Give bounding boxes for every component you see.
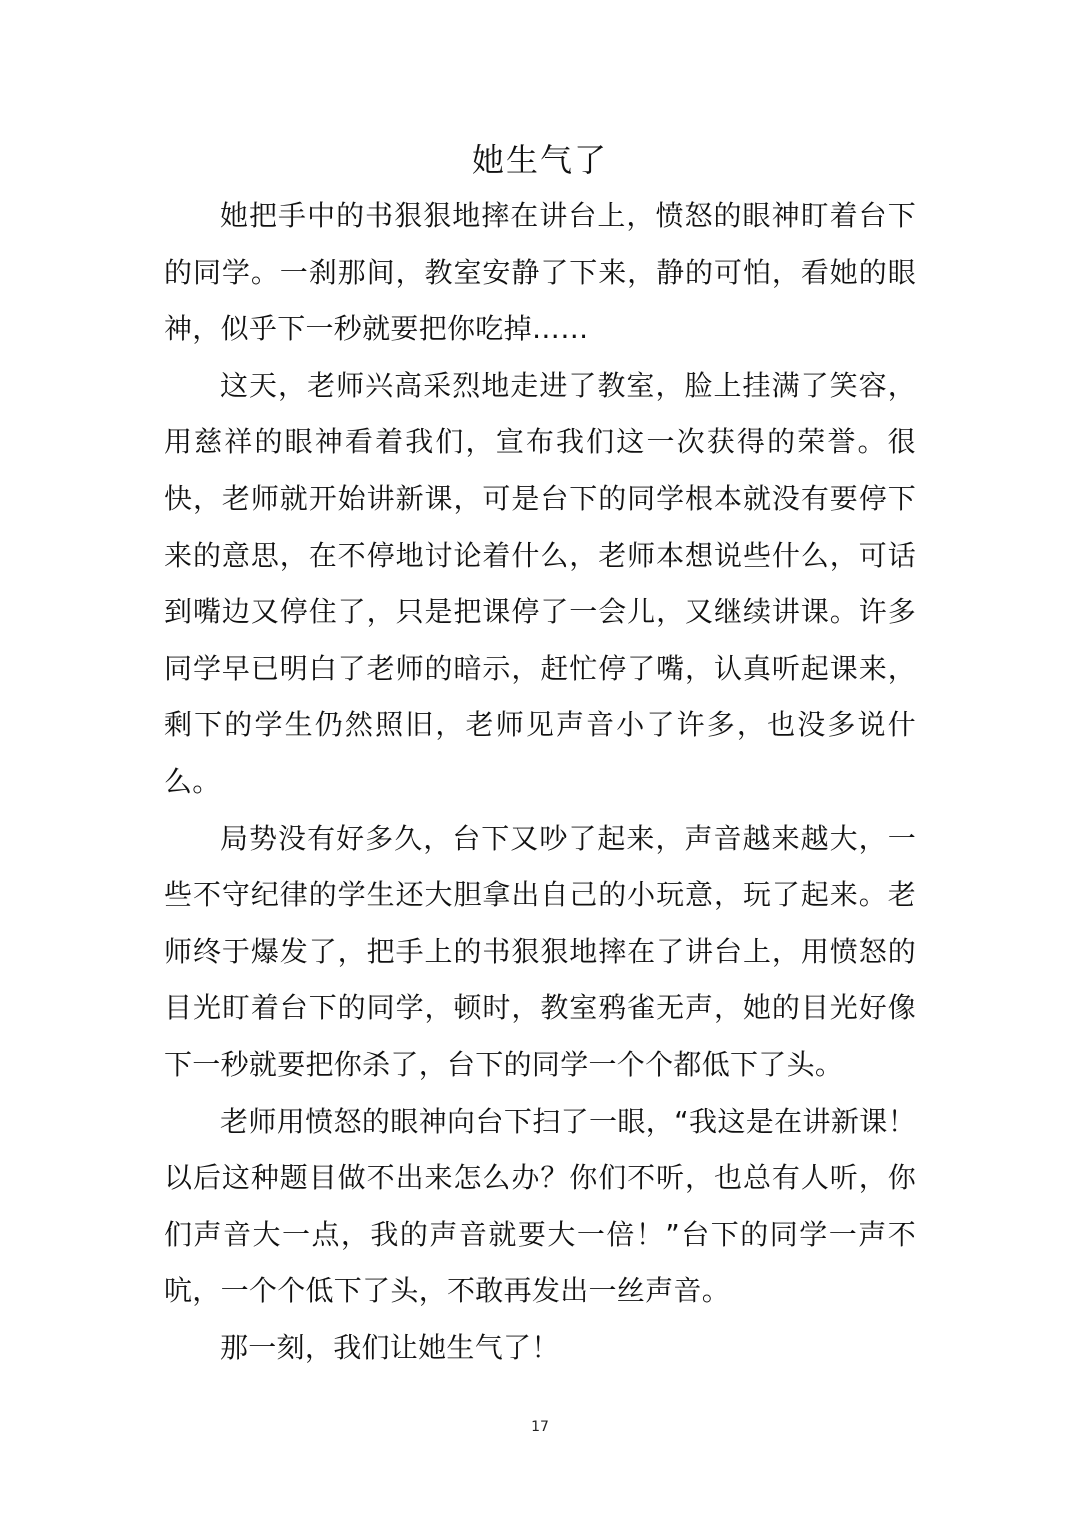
paragraph-3: 局势没有好多久，台下又吵了起来，声音越来越大，一些不守纪律的学生还大胆拿出自己的小玩意，玩了起来。老师终于爆发了，把手上的书狠狠地摔在了讲台上，用愤怒的目光盯着台下的同学，顿时，教室鸦雀无声，她的目光好像下一秒就要把你杀了，台下的同学一个个都低下了头。 — [164, 821, 916, 1081]
paragraph-1: 她把手中的书狠狠地摔在讲台上，愤怒的眼神盯着台下的同学。一刹那间，教室安静了下来，静的可怕，看她的眼神，似乎下一秒就要把你吃掉…… — [164, 199, 916, 346]
paragraph-5: 那一刻，我们让她生气了！ — [220, 1330, 560, 1364]
essay-title: 她生气了 — [471, 141, 608, 179]
page-number: 17 — [531, 1419, 549, 1435]
essay-body — [164, 188, 916, 1376]
paragraph-2: 这天，老师兴高采烈地走进了教室，脸上挂满了笑容，用慈祥的眼神看着我们，宣布我们这一次获得的荣誉。很快，老师就开始讲新课，可是台下的同学根本就没有要停下来的意思，在不停地讨论着什么，老师本想说些什么，可话到嘴边又停住了，只是把课停了一会儿，又继续讲课。许多同学早已明白了老师的暗示，赶忙停了嘴，认真听起课来，剩下的学生仍然照旧，老师见声音小了许多，也没多说什么。 — [164, 368, 916, 798]
paragraph-4: 老师用愤怒的眼神向台下扫了一眼，“我这是在讲新课！以后这种题目做不出来怎么办？你们不听，也总有人听，你们声音大一点，我的声音就要大一倍！”台下的同学一声不吭，一个个低下了头，不敢再发出一丝声音。 — [164, 1104, 916, 1308]
